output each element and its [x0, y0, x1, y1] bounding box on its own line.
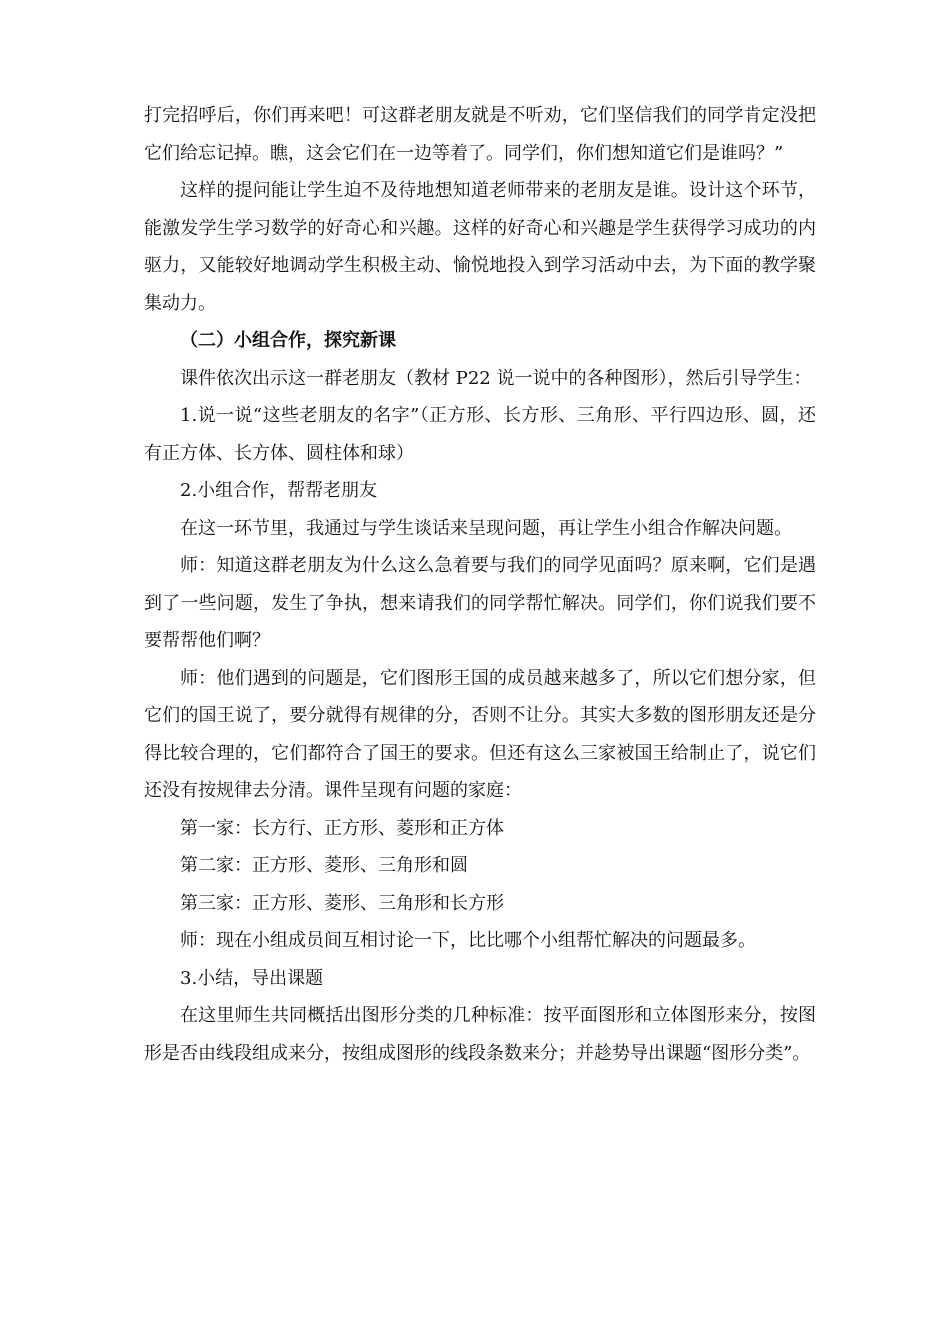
section-heading-group-work: （二）小组合作，探究新课	[180, 330, 396, 351]
paragraph-teacher-discussion: 师：现在小组成员间互相讨论一下，比比哪个小组帮忙解决的问题最多。	[180, 930, 756, 951]
paragraph-step-1-names: 1.说一说“这些老朋友的名字”（正方形、长方形、三角形、平行四边形、圆，还有正方体、长方体、圆柱体和球）	[144, 405, 816, 464]
paragraph-greeting-continuation: 打完招呼后，你们再来吧！可这群老朋友就是不听劝，它们坚信我们的同学肯定没把它们给忘记掉。瞧，这会它们在一边等着了。同学们，你们想知道它们是谁吗？”	[144, 105, 816, 164]
list-item-family-3: 第三家：正方形、菱形、三角形和长方形	[180, 892, 504, 914]
paragraph-step-2-title: 2.小组合作，帮帮老朋友	[180, 480, 378, 501]
document-body	[144, 97, 816, 1072]
paragraph-step-2-method: 在这一环节里，我通过与学生谈话来呈现问题，再让学生小组合作解决问题。	[180, 517, 792, 539]
list-item-family-2: 第二家：正方形、菱形、三角形和圆	[180, 855, 468, 876]
paragraph-courseware-intro: 课件依次出示这一群老朋友（教材 P22 说一说中的各种图形），然后引导学生：	[180, 367, 812, 389]
paragraph-teacher-problem: 师：他们遇到的问题是，它们图形王国的成员越来越多了，所以它们想分家，但它们的国王说了，要分就得有规律的分，否则不让分。其实大多数的图形朋友还是分得比较合理的，它们都符合了国王的要求。但还有这么三家被国王给制止了，说它们还没有按规律去分清。课件呈现有问题的家庭：	[144, 667, 816, 801]
paragraph-step-3-title: 3.小结，导出课题	[180, 967, 324, 989]
paragraph-teacher-question: 师：知道这群老朋友为什么这么急着要与我们的同学见面吗？原来啊，它们是遇到了一些问题，发生了争执，想来请我们的同学帮忙解决。同学们，你们说我们要不要帮帮他们啊？	[144, 555, 816, 651]
paragraph-summary: 在这里师生共同概括出图形分类的几种标准：按平面图形和立体图形来分，按图形是否由线段组成来分，按组成图形的线段条数来分；并趁势导出课题“图形分类”。	[144, 1005, 816, 1064]
list-item-family-1: 第一家：长方行、正方形、菱形和正方体	[180, 817, 504, 839]
paragraph-design-rationale: 这样的提问能让学生迫不及待地想知道老师带来的老朋友是谁。设计这个环节，能激发学生学习数学的好奇心和兴趣。这样的好奇心和兴趣是学生获得学习成功的内驱力，又能较好地调动学生积极主动、愉悦地投入到学习活动中去，为下面的教学聚集动力。	[144, 180, 816, 314]
